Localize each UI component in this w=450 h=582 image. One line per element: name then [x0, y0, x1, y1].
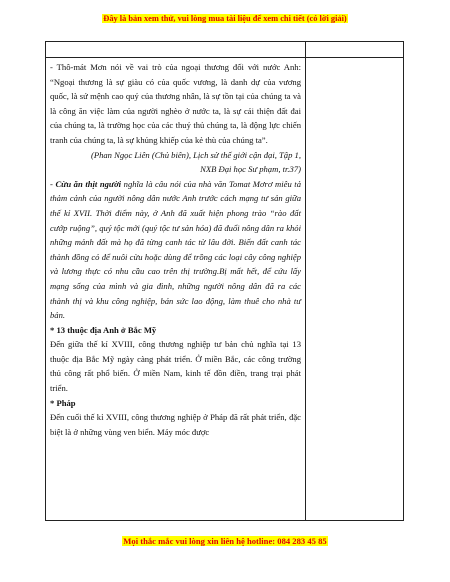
paragraph-sheep-eat-men: [50, 177, 301, 323]
citation-line-1: (Phan Ngọc Liên (Chủ biên), Lịch sử thế giới cận đại, Tập 1,: [90, 149, 301, 160]
paragraph-body: nghĩa là câu nói của nhà văn Tomat Mơrơ miêu tả thảm cảnh của người nông dân nước Anh trước cách mạng tư sản giữa thế kỉ XVII. Thời điểm này, ở Anh đã xuất hiện phong trào “rào đất cướp ruộng”, quý tộc mới (quý tộc tư sản hóa) đã đuổi nông dân ra khỏi những mảnh đất mà họ đã từng canh tác từ lâu đời. Biến đất canh tác thành đồng cỏ để nuôi cừu hoặc dùng để trồng các loại cây công nghiệp và lương thực có nhu cầu cao trên thị trường.Bị mất hết, để cứu lấy mạng sống của mình và gia đình, những người nông dân đã ra các thành thị và khu công nghiệp, bán sức lao động, làm thuê cho nhà tư bản.: [50, 178, 301, 321]
header-row-divider: [46, 57, 403, 58]
footer-banner: [0, 536, 450, 546]
header-banner: [0, 14, 450, 23]
content-table: [45, 41, 404, 521]
citation-line-2: NXB Đại học Sư phạm, tr.37): [200, 164, 301, 175]
heading-france: * Pháp: [50, 397, 76, 408]
paragraph-thomas-mun: - Thô-mát Mơn nói về vai trò của ngoại thương đối với nước Anh: “Ngoại thương là sự giàu có của quốc vương, là danh dự của vương quốc, là sứ mệnh cao quý của thương nhân, là sự tồn tại của chúng ta và là công ăn việc làm của người nghèo ở nước ta, là sự cải thiện đất đai của chúng ta, là trường học của các thuỷ thủ chúng ta, là động lực chiến tranh của chúng ta, là sự khủng khiếp của kẻ thù của chúng ta”.: [50, 62, 301, 145]
paragraph-france: Đến cuối thế kỉ XVIII, công thương nghiệp ở Pháp đã rất phát triển, đặc biệt là ở những vùng ven biển. Máy móc được: [50, 412, 301, 437]
term-sheep-eat-men: Cừu ăn thịt người: [55, 178, 122, 189]
footer-banner-text: Mọi thắc mắc vui lòng xin liên hệ hotline: 084 283 45 85: [123, 536, 327, 546]
column-divider: [305, 42, 306, 520]
content-cell: [50, 60, 301, 439]
paragraph-13-colonies: Đến giữa thế kỉ XVIII, công thương nghiệp tư bản chủ nghĩa tại 13 thuộc địa Bắc Mỹ ngày càng phát triển. Ở miền Bắc, các công trường thủ công rất phổ biến. Ở miền Nam, kinh tế đồn điền, trang trại phát triển.: [50, 339, 301, 394]
heading-13-colonies: * 13 thuộc địa Anh ở Bắc Mỹ: [50, 324, 157, 335]
header-banner-text: Đây là bản xem thử, vui lòng mua tài liệu để xem chi tiết (có lời giải): [103, 14, 347, 23]
paragraph-lead: -: [50, 178, 56, 189]
